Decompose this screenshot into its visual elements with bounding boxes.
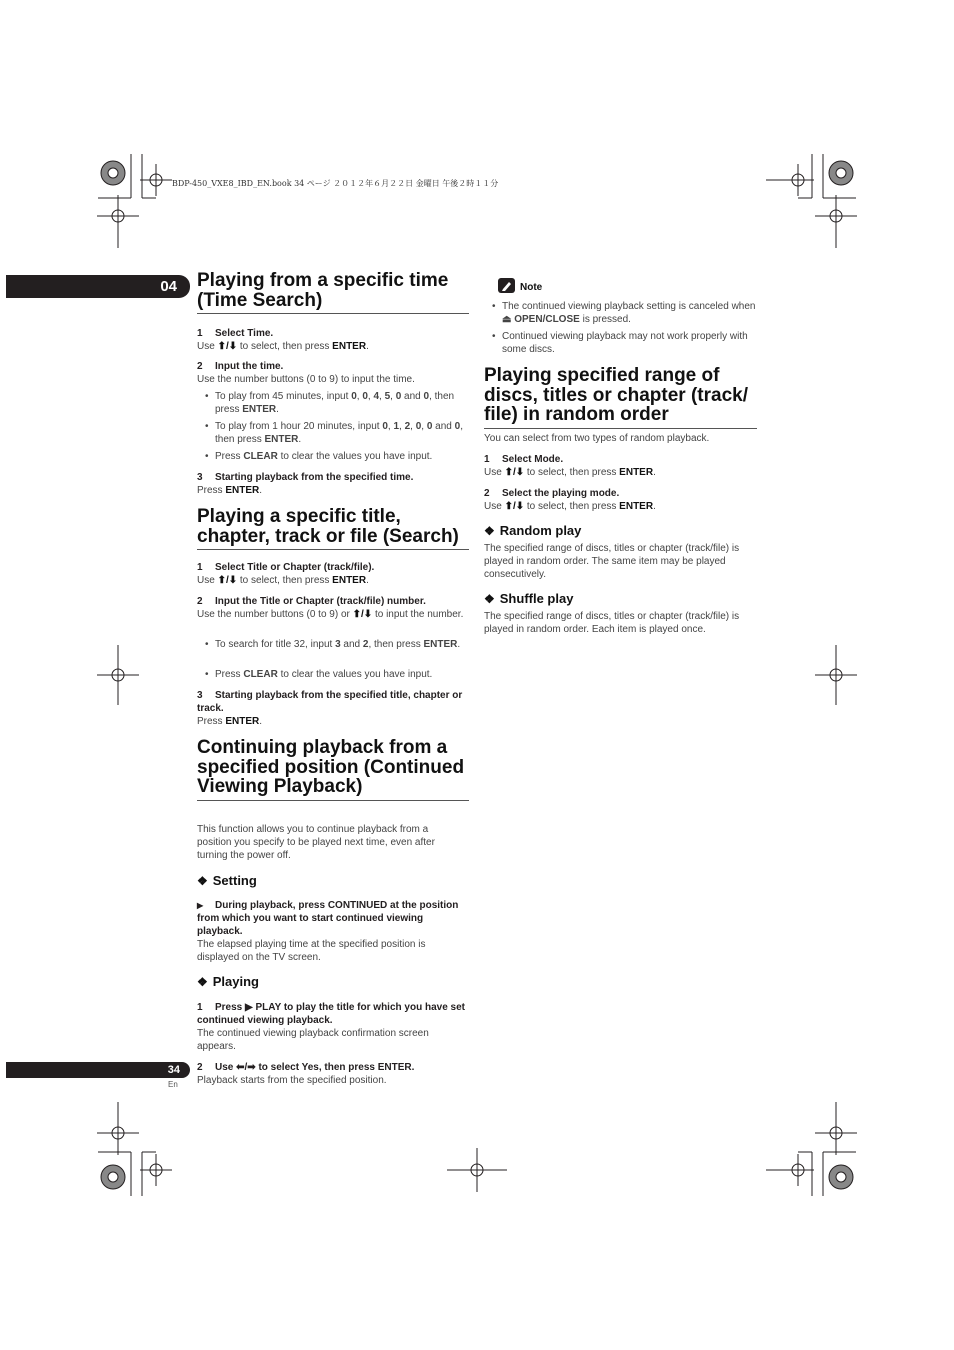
up-down-arrow-icon: ⬆/⬇	[217, 341, 238, 352]
heading-time-search: Playing from a specific time (Time Search)	[197, 271, 469, 314]
diamond-icon: ❖	[197, 975, 208, 989]
eject-icon: ⏏	[502, 314, 512, 325]
heading-random-play: ❖ Random play	[484, 523, 582, 538]
up-down-arrow-icon: ⬆/⬇	[352, 609, 373, 620]
random-play-body: The specified range of discs, titles or chapter (track/file) is played in random order. The same item may be played consecutively.	[484, 543, 740, 580]
bullet-clear-search: • Press CLEAR to clear the values you have input.	[215, 668, 469, 681]
page-number: 34	[6, 1062, 190, 1078]
step-start-title: 3 Starting playback from the specified title, chapter or track.	[197, 690, 463, 714]
step-select-yes-body: Playback starts from the specified position.	[197, 1075, 387, 1086]
note-bullet-discs: • Continued viewing playback may not work properly with some discs.	[502, 330, 757, 356]
heading-search: Playing a specific title, chapter, track or file (Search)	[197, 507, 469, 550]
up-down-arrow-icon: ⬆/⬇	[217, 575, 238, 586]
step-start-time: 3 Starting playback from the specified time.	[197, 472, 414, 483]
note-icon	[498, 278, 515, 293]
step-select-yes: 2 Use ⬅/➡ to select Yes, then press ENTER.	[197, 1062, 415, 1073]
step-input-number-body: Use the number buttons (0 to 9) or ⬆/⬇ to input the number.	[197, 609, 464, 620]
chapter-tab: 04	[6, 275, 190, 298]
step-press-play-body: The continued viewing playback confirmation screen appears.	[197, 1028, 429, 1052]
heading-setting: ❖ Setting	[197, 873, 257, 888]
left-column	[197, 0, 469, 1100]
step-press-continued: ▶ During playback, press CONTINUED at the position from which you want to start continued viewing playback.	[197, 900, 459, 937]
heading-random-order: Playing specified range of discs, titles or chapter (track/ file) in random order	[484, 366, 757, 429]
step-select-mode: 1 Select Mode.	[484, 454, 564, 465]
diamond-icon: ❖	[197, 874, 208, 888]
step-select-mode-body: Use ⬆/⬇ to select, then press ENTER.	[484, 467, 656, 478]
left-right-arrow-icon: ⬅/➡	[236, 1062, 256, 1073]
bullet-clear: • Press CLEAR to clear the values you have input.	[215, 450, 469, 463]
heading-shuffle-play: ❖ Shuffle play	[484, 591, 574, 606]
heading-playing: ❖ Playing	[197, 974, 260, 989]
step-input-time-body: Use the number buttons (0 to 9) to input the time.	[197, 374, 415, 385]
up-down-arrow-icon: ⬆/⬇	[504, 467, 525, 478]
up-down-arrow-icon: ⬆/⬇	[504, 501, 525, 512]
step-select-playing-mode: 2 Select the playing mode.	[484, 488, 620, 499]
step-select-time-body: Use ⬆/⬇ to select, then press ENTER.	[197, 341, 369, 352]
right-column	[484, 0, 757, 700]
bullet-45-minutes: • To play from 45 minutes, input 0, 0, 4, 5, 0 and 0, then press ENTER.	[215, 390, 469, 416]
step-input-number: 2 Input the Title or Chapter (track/file) number.	[197, 596, 426, 607]
bullet-1-hour-20: • To play from 1 hour 20 minutes, input 0, 1, 2, 0, 0 and 0, then press ENTER.	[215, 420, 469, 446]
diamond-icon: ❖	[484, 592, 495, 606]
triangle-marker-icon: ▶	[197, 901, 204, 910]
bullet-title-32: • To search for title 32, input 3 and 2, then press ENTER.	[215, 638, 469, 651]
step-select-time: 1 Select Time.	[197, 328, 274, 339]
step-start-time-body: Press ENTER.	[197, 485, 263, 496]
random-intro: You can select from two types of random playback.	[484, 433, 710, 444]
page-language: En	[168, 1080, 178, 1089]
note-label: Note	[520, 282, 543, 293]
step-press-play: 1 Press ▶ PLAY to play the title for which you have set continued viewing playback.	[197, 1002, 465, 1026]
step-input-time: 2 Input the time.	[197, 361, 284, 372]
heading-continued: Continuing playback from a specified position (Continued Viewing Playback)	[197, 738, 469, 801]
shuffle-play-body: The specified range of discs, titles or chapter (track/file) is played in random order. Each item is played once.	[484, 611, 740, 635]
diamond-icon: ❖	[484, 524, 495, 538]
note-bullet-open-close: • The continued viewing playback setting is canceled when ⏏ OPEN/CLOSE is pressed.	[502, 300, 757, 326]
continued-intro: This function allows you to continue playback from a position you specify to be played next time, even after turning the power off.	[197, 824, 435, 861]
print-header: BDP-450_VXE8_IBD_EN.book 34 ページ ２０１２年６月２２日 金曜日 午後２時１１分	[172, 179, 499, 188]
step-press-continued-body: The elapsed playing time at the specified position is displayed on the TV screen.	[197, 939, 426, 963]
step-start-title-body: Press ENTER.	[197, 716, 263, 727]
step-select-title: 1 Select Title or Chapter (track/file).	[197, 562, 375, 573]
step-select-playing-mode-body: Use ⬆/⬇ to select, then press ENTER.	[484, 501, 656, 512]
step-select-title-body: Use ⬆/⬇ to select, then press ENTER.	[197, 575, 369, 586]
